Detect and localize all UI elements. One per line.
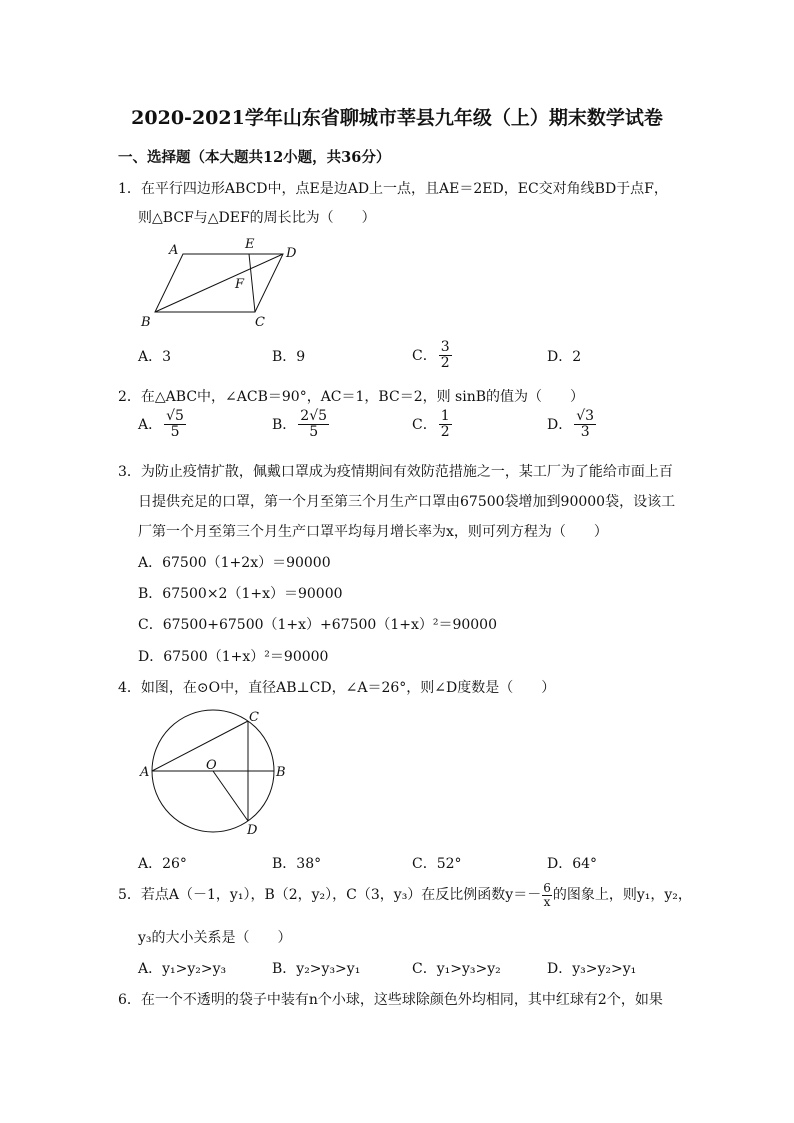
q1-parallelogram-figure — [135, 232, 305, 332]
q6-stem-line1: 6．在一个不透明的袋子中装有n个小球，这些球除颜色外均相同，其中红球有2个，如果 — [118, 992, 663, 1008]
q1-option-c-den: 2 — [440, 355, 450, 372]
q4-segment-ac — [152, 721, 248, 771]
q4-option-a: A．26° — [138, 856, 187, 872]
q1-option-b: B．9 — [272, 349, 306, 365]
q1-option-c — [412, 340, 452, 372]
q1-label-c: C — [255, 315, 265, 330]
q1-option-a: A．3 — [138, 349, 172, 365]
q2-option-d-den: 3 — [580, 424, 590, 441]
q2-option-a-prefix: A． — [138, 416, 163, 433]
q1-option-c-num: 3 — [440, 339, 450, 355]
page-title: 2020-2021学年山东省聊城市莘县九年级（上）期末数学试卷 — [131, 107, 663, 129]
q1-label-a: A — [169, 243, 179, 258]
q1-label-e: E — [245, 237, 255, 252]
q4-option-b: B．38° — [272, 856, 322, 872]
q5-option-c: C．y₁>y₃>y₂ — [412, 961, 501, 977]
q5-frac-num: 6 — [543, 881, 551, 895]
q4-circle-figure — [138, 705, 298, 840]
q2-stem: 2．在△ABC中，∠ACB＝90°，AC＝1，BC＝2，则 sinB的值为（ ） — [118, 389, 585, 405]
q2-option-c-den: 2 — [440, 424, 450, 441]
q3-stem-line3: 厂第一个月至第三个月生产口罩平均每月增长率为x，则可列方程为（ ） — [138, 524, 608, 540]
q1-option-c-prefix: C． — [412, 347, 437, 364]
q5-option-a: A．y₁>y₂>y₃ — [138, 961, 227, 977]
q2-option-a — [138, 409, 186, 441]
q4-option-d: D．64° — [547, 856, 598, 872]
q3-stem-line2: 日提供充足的口罩，第一个月至第三个月生产口罩由67500袋增加到90000袋，设该工 — [138, 494, 676, 510]
q3-option-a: A．67500（1+2x）＝90000 — [138, 555, 331, 571]
q2-option-a-num: √5 — [166, 408, 184, 424]
q5-stem-line2: y₃的大小关系是（ ） — [138, 930, 292, 946]
q2-option-d-num: √3 — [576, 408, 595, 424]
q2-option-c-num: 1 — [440, 408, 450, 424]
q2-option-b-num: 2√5 — [300, 408, 328, 424]
q5-stem-before: 5．若点A（－1，y₁），B（2，y₂），C（3，y₃）在反比例函数y＝－ — [118, 887, 542, 904]
q4-stem: 4．如图，在⊙O中，直径AB⊥CD，∠A＝26°，则∠D度数是（ ） — [118, 680, 556, 696]
q4-label-b: B — [276, 765, 286, 780]
q5-stem-line1 — [118, 882, 692, 908]
q1-label-b: B — [141, 315, 151, 330]
q1-label-d: D — [286, 246, 297, 261]
q2-option-d — [547, 409, 596, 441]
q2-option-c-prefix: C． — [412, 416, 437, 433]
q5-option-b: B．y₂>y₃>y₁ — [272, 961, 361, 977]
q2-option-a-den: 5 — [170, 424, 180, 441]
q4-segment-od — [213, 771, 248, 821]
q4-option-c: C．52° — [412, 856, 462, 872]
q5-option-d: D．y₃>y₂>y₁ — [547, 961, 637, 977]
section-heading: 一、选择题（本大题共12小题，共36分） — [118, 149, 391, 166]
q1-segment-ec — [249, 254, 255, 312]
q3-option-d: D．67500（1+x）²＝90000 — [138, 649, 329, 665]
q1-diagonal-bd — [155, 254, 283, 312]
q2-option-b-den: 5 — [309, 424, 319, 441]
q4-label-a: A — [140, 765, 150, 780]
q3-stem-line1: 3．为防止疫情扩散，佩戴口罩成为疫情期间有效防范措施之一，某工厂为了能给市面上百 — [118, 464, 673, 480]
q1-stem-line1: 1．在平行四边形ABCD中，点E是边AD上一点，且AE＝2ED，EC交对角线BD于点F， — [118, 181, 668, 197]
q2-option-c — [412, 409, 452, 441]
q5-frac-den: x — [543, 894, 551, 909]
q5-stem-after: 的图象上，则y₁，y₂， — [552, 887, 692, 904]
q4-label-o: O — [206, 758, 217, 773]
q1-label-f: F — [235, 277, 245, 292]
q4-label-c: C — [249, 710, 259, 725]
q4-label-d: D — [247, 823, 258, 838]
q1-stem-line2: 则△BCF与△DEF的周长比为（ ） — [138, 210, 376, 226]
q3-option-b: B．67500×2（1+x）＝90000 — [138, 586, 343, 602]
q2-option-b-prefix: B． — [272, 416, 297, 433]
q2-option-d-prefix: D． — [547, 416, 573, 433]
q1-option-d: D．2 — [547, 349, 582, 365]
q3-option-c: C．67500+67500（1+x）+67500（1+x）²＝90000 — [138, 617, 497, 633]
q2-option-b — [272, 409, 329, 441]
